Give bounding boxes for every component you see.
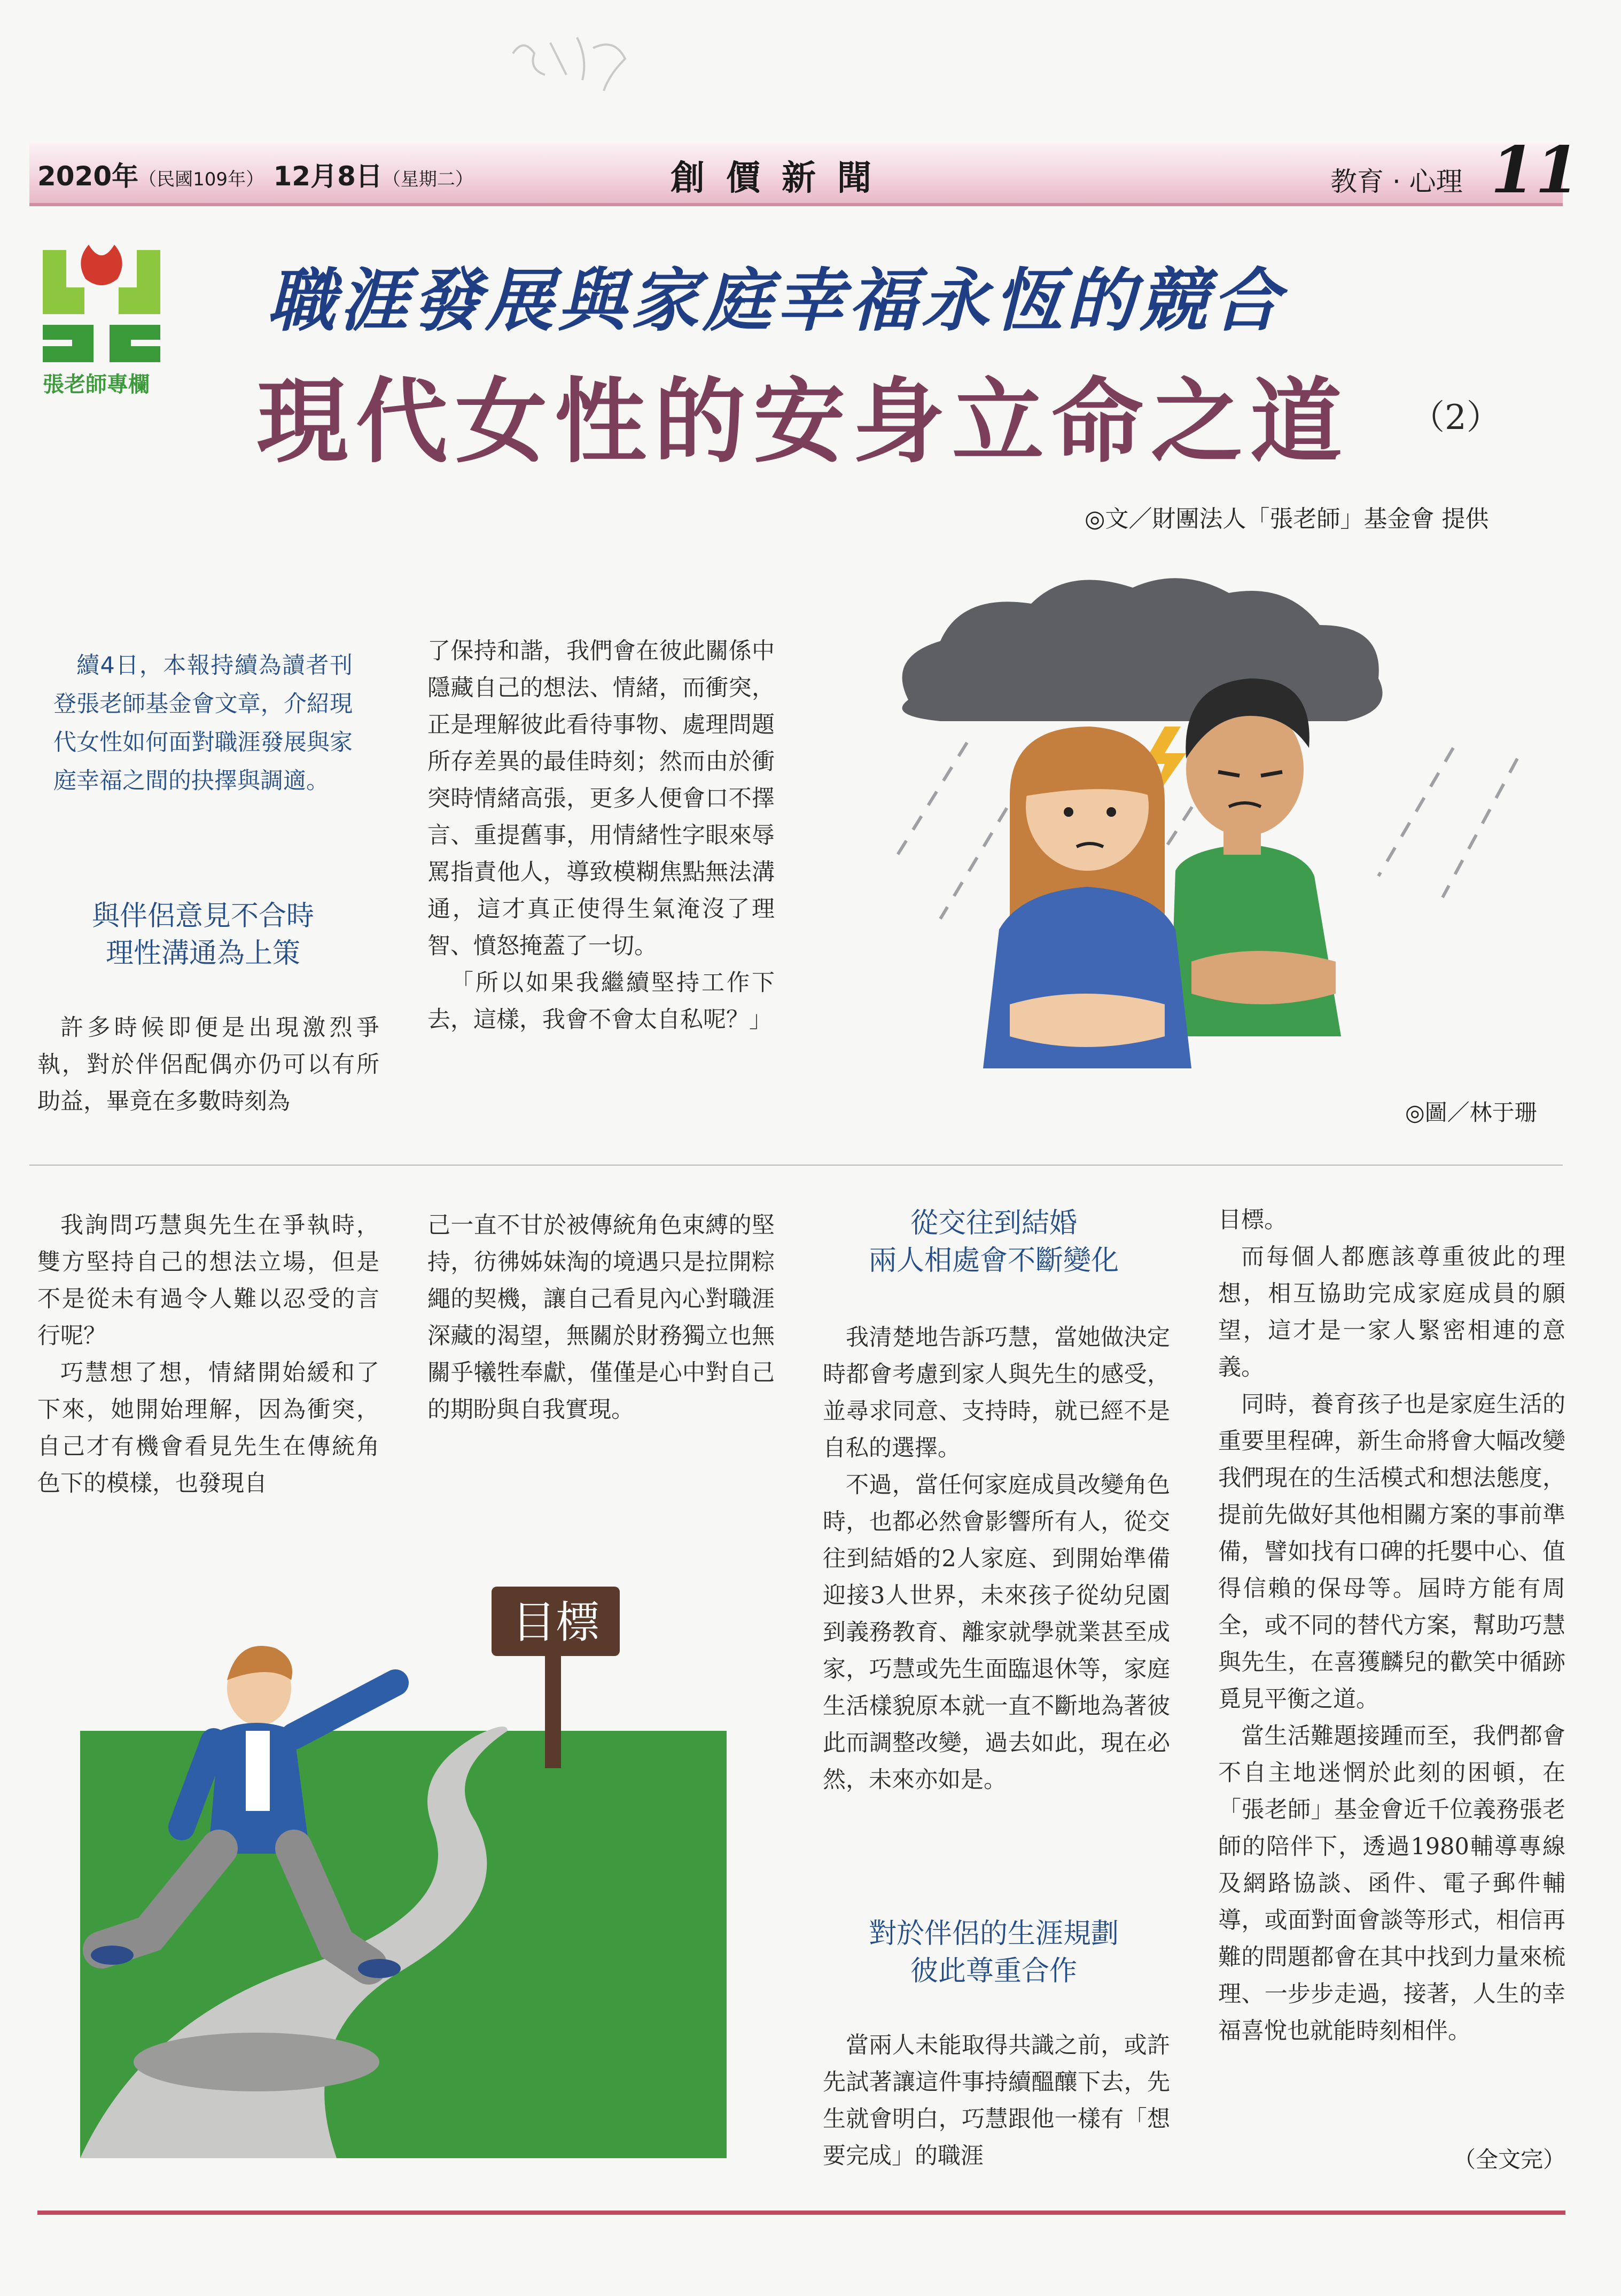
column-3-lower <box>823 1319 1170 1799</box>
headline-line-1: 職涯發展與家庭幸福永恆的競合 <box>267 261 1285 341</box>
paragraph: 巧慧想了想，情緒開始緩和了下來，她開始理解，因為衝突，自己才有機會看見先生在傳統角色下的模樣，也發現自 <box>37 1360 379 1497</box>
logo-label: 張老師專欄 <box>43 372 150 397</box>
paragraph: 我清楚地告訴巧慧，當她做決定時都會考慮到家人與先生的感受，並尋求同意、支持時，就已經不是自私的選擇。 <box>823 1324 1170 1462</box>
date-year: 2020年 <box>37 161 139 192</box>
arguing-couple-illustration <box>876 556 1581 1122</box>
subhead-3 <box>823 1915 1165 1990</box>
page-number: 11 <box>1491 132 1580 208</box>
subhead-3-line-2: 彼此尊重合作 <box>910 1955 1077 1987</box>
column-1-lower <box>37 1207 379 1502</box>
intro-text: 續4日，本報持續為讀者刊登張老師基金會文章，介紹現代女性如何面對職涯發展與家庭幸福之間的抉擇與調適。 <box>53 652 353 794</box>
column-4-lower <box>1218 1202 1565 2050</box>
paragraph: 不過，當任何家庭成員改變角色時，也都必然會影響所有人，從交往到結婚的2人家庭、到開始準備迎接3人世界，未來孩子從幼兒園到義務教育、離家就學就業甚至成家，巧慧或先生面臨退休等，家庭生活樣貌原本就一直不斷地為著彼此而調整改變，過去如此，現在必然，未來亦如是。 <box>823 1472 1170 1793</box>
subhead-2-line-1: 從交往到結婚 <box>910 1207 1077 1239</box>
subhead-2 <box>823 1205 1165 1279</box>
goal-path-illustration <box>75 1571 732 2164</box>
intro-paragraph <box>53 646 353 800</box>
headline-line-2: 現代女性的安身立命之道 <box>256 367 1350 475</box>
subhead-1-line-2: 理性溝通為上策 <box>105 938 300 970</box>
section-divider <box>29 1165 1563 1166</box>
paragraph: 我詢問巧慧與先生在爭執時，雙方堅持自己的想法立場，但是不是從未有過令人難以忍受的言行呢？ <box>37 1212 379 1349</box>
subhead-1-line-1: 與伴侶意見不合時 <box>91 900 314 932</box>
column-2-upper <box>427 633 775 1038</box>
paragraph: 己一直不甘於被傳統角色束縛的堅持，彷彿姊妹淘的境遇只是拉開粽繩的契機，讓自己看見內心對職涯深藏的渴望，無關於財務獨立也無關乎犧牲奉獻，僅僅是心中對自己的期盼與自我實現。 <box>427 1212 775 1423</box>
column-3-lower-b <box>823 2027 1170 2175</box>
zhang-laoshi-logo-icon <box>37 239 166 368</box>
paragraph: 同時，養育孩子也是家庭生活的重要里程碑，新生命將會大幅改變我們現在的生活模式和想法態度，提前先做好其他相關方案的事前準備，譬如找有口碑的托嬰中心、值得信賴的保母等。屆時方能有周全，或不同的替代方案，幫助巧慧與先生，在喜獲麟兒的歡笑中循跡覓見平衡之道。 <box>1218 1391 1565 1713</box>
end-mark: （全文完） <box>1453 2146 1566 2173</box>
date-weekday: （星期二） <box>382 169 473 190</box>
paragraph: 了保持和諧，我們會在彼此關係中隱藏自己的想法、情緒，而衝突，正是理解彼此看待事物、處理問題所存差異的最佳時刻；然而由於衝突時情緒高張，更多人便會口不擇言、重提舊事，用情緒性字眼來辱罵指責他人，導致模糊焦點無法溝通，這才真正使得生氣淹沒了理智、憤怒掩蓋了一切。 <box>427 638 775 959</box>
paragraph: 當生活難題接踵而至，我們都會不自主地迷惘於此刻的困頓，在「張老師」基金會近千位義務張老師的陪伴下，透過1980輔導專線及網路協談、函件、電子郵件輔導，或面對面會談等形式，相信再難的問題都會在其中找到力量來梳理、一步步走過，接著，人生的幸福喜悅也就能時刻相伴。 <box>1218 1723 1565 2044</box>
goal-sign-text: 目標 <box>511 1597 600 1648</box>
illustration-credit: ◎圖／林于珊 <box>1405 1099 1537 1126</box>
column-1-upper <box>37 1010 379 1120</box>
pencil-scribble <box>502 21 641 96</box>
paragraph: 目標。 <box>1218 1207 1287 1233</box>
paragraph: 「所以如果我繼續堅持工作下去，這樣，我會不會太自私呢？」 <box>427 970 775 1033</box>
column-2-lower <box>427 1207 775 1428</box>
paper-name: 創價新聞 <box>671 159 893 198</box>
footer-rule <box>37 2211 1565 2215</box>
section-label: 教育 · 心理 <box>1330 166 1463 197</box>
subhead-3-line-1: 對於伴侶的生涯規劃 <box>868 1918 1119 1950</box>
paragraph: 而每個人都應該尊重彼此的理想，相互協助完成家庭成員的願望，這才是一家人緊密相連的意義。 <box>1218 1244 1565 1381</box>
paragraph: 許多時候即便是出現激烈爭執，對於伴侶配偶亦仍可以有所助益，畢竟在多數時刻為 <box>37 1014 379 1115</box>
header-date <box>37 155 473 193</box>
date-day: 12月8日 <box>273 161 383 192</box>
subhead-2-line-2: 兩人相處會不斷變化 <box>868 1245 1119 1277</box>
byline: ◎文／財團法人「張老師」基金會 提供 <box>1085 505 1489 533</box>
paragraph: 當兩人未能取得共識之前，或許先試著讓這件事持續醞釀下去，先生就會明白，巧慧跟他一樣有「想要完成」的職涯 <box>823 2032 1170 2169</box>
subhead-1 <box>59 897 347 972</box>
headline-part-number: （2） <box>1410 398 1501 438</box>
date-roc: （民國109年） <box>138 169 264 190</box>
